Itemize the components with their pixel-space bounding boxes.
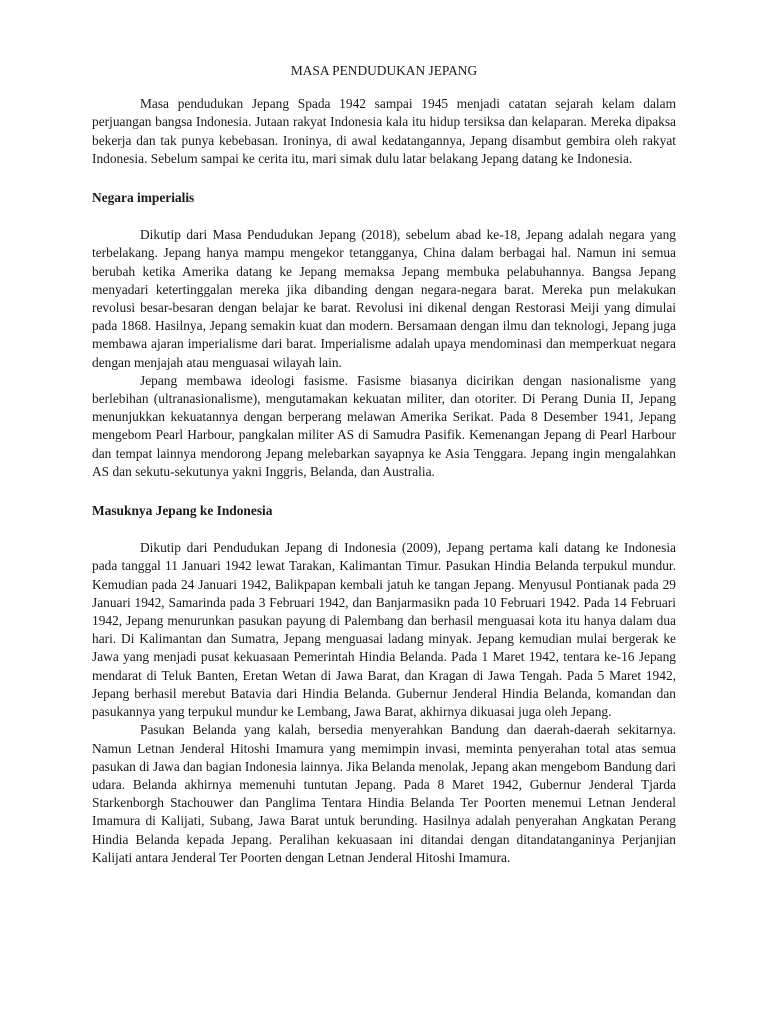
- paragraph: Pasukan Belanda yang kalah, bersedia menyerahkan Bandung dan daerah-daerah sekitarnya. Namun Letnan Jenderal Hitoshi Imamura yang memimpin invasi, meminta penyerahan total atas semua pasukan di Jawa dan bagian Indonesia lainnya. Jika Belanda menolak, Jepang akan mengebom Bandung dari udara. Belanda akhirnya memenuhi tuntutan Jepang. Pada 8 Maret 1942, Gubernur Jenderal Tjarda Starkenborgh Stachouwer dan Panglima Tentara Hindia Belanda Ter Poorten menemui Letnan Jenderal Imamura di Kalijati, Subang, Jawa Barat untuk berunding. Hasilnya adalah penyerahan Angkatan Perang Hindia Belanda kepada Jepang. Peralihan kekuasaan ini ditandai dengan ditandatanganinya Perjanjian Kalijati antara Jenderal Ter Poorten dengan Letnan Jenderal Hitoshi Imamura.: [92, 722, 676, 865]
- document-title: MASA PENDUDUKAN JEPANG: [290, 63, 478, 78]
- paragraph: Dikutip dari Pendudukan Jepang di Indonesia (2009), Jepang pertama kali datang ke Indonesia pada tanggal 11 Januari 1942 lewat Tarakan, Kalimantan Timur. Pasukan Hindia Belanda terpukul mundur. Kemudian pada 24 Januari 1942, Balikpapan kembali jatuh ke tangan Jepang. Menyusul Pontianak pada 29 Januari 1942, Samarinda pada 3 Februari 1942, dan Banjarmasikn pada 10 Februari 1942. Pada 14 Februari 1942, Jepang menurunkan pasukan payung di Palembang dan berhasil menguasai kota itu hanya dalam dua hari. Di Kalimantan dan Sumatra, Jepang menguasai ladang minyak. Jepang kemudian mulai bergerak ke Jawa yang menjadi pusat kekuasaan Pemerintah Hindia Belanda. Pada 1 Maret 1942, tentara ke-16 Jepang mendarat di Teluk Banten, Eretan Wetan di Jawa Barat, dan Kragan di Jawa Tengah. Pada 5 Maret 1942, Jepang berhasil merebut Batavia dari Hindia Belanda. Gubernur Jenderal Hindia Belanda, komandan dan pasukannya yang terpukul mundur ke Lembang, Jawa Barat, akhirnya dikuasai juga oleh Jepang.: [92, 540, 676, 720]
- paragraph: Dikutip dari Masa Pendudukan Jepang (2018), sebelum abad ke-18, Jepang adalah negara yang terbelakang. Jepang hanya mampu mengekor tetangganya, China dalam berbagai hal. Namun ini semua berubah ketika Amerika datang ke Jepang memaksa Jepang membuka pelabuhannya. Bangsa Jepang menyadari ketertinggalan mereka jika dibanding dengan negara-negara barat. Mereka pun melakukan revolusi besar-besaran dengan belajar ke barat. Revolusi ini dikenal dengan Restorasi Meiji yang dimulai pada 1868. Hasilnya, Jepang semakin kuat dan modern. Bersamaan dengan ilmu dan teknologi, Jepang juga membawa ajaran imperialisme dari barat. Imperialisme adalah upaya mendominasi dan memperkuat negara dengan menjajah atau menguasai wilayah lain.: [92, 227, 676, 370]
- paragraph: Jepang membawa ideologi fasisme. Fasisme biasanya dicirikan dengan nasionalisme yang berlebihan (ultranasionalisme), mengutamakan kekuatan militer, dan otoriter. Di Perang Dunia II, Jepang menunjukkan kekuatannya dengan berperang melawan Amerika Serikat. Pada 8 Desember 1941, Jepang mengebom Pearl Harbour, pangkalan militer AS di Samudra Pasifik. Kemenangan Jepang di Pearl Harbour dan tempat lainnya mendorong Jepang melebarkan sayapnya ke Asia Tenggara. Jepang ingin mengalahkan AS dan sekutu-sekutunya yakni Inggris, Belanda, dan Australia.: [92, 372, 676, 479]
- section-heading-negara-imperialis: Negara imperialis: [92, 190, 195, 206]
- intro-paragraph: Masa pendudukan Jepang Spada 1942 sampai 1945 menjadi catatan sejarah kelam dalam perjuangan bangsa Indonesia. Jutaan rakyat Indonesia kala itu hidup tersiksa dan kelaparan. Mereka dipaksa bekerja dan tak punya kebebasan. Ironinya, di awal kedatangannya, Jepang disambut gembira oleh rakyat Indonesia. Sebelum sampai ke cerita itu, mari simak dulu latar belakang Jepang datang ke Indonesia.: [92, 96, 676, 166]
- section-heading-masuknya-jepang: Masuknya Jepang ke Indonesia: [92, 503, 273, 519]
